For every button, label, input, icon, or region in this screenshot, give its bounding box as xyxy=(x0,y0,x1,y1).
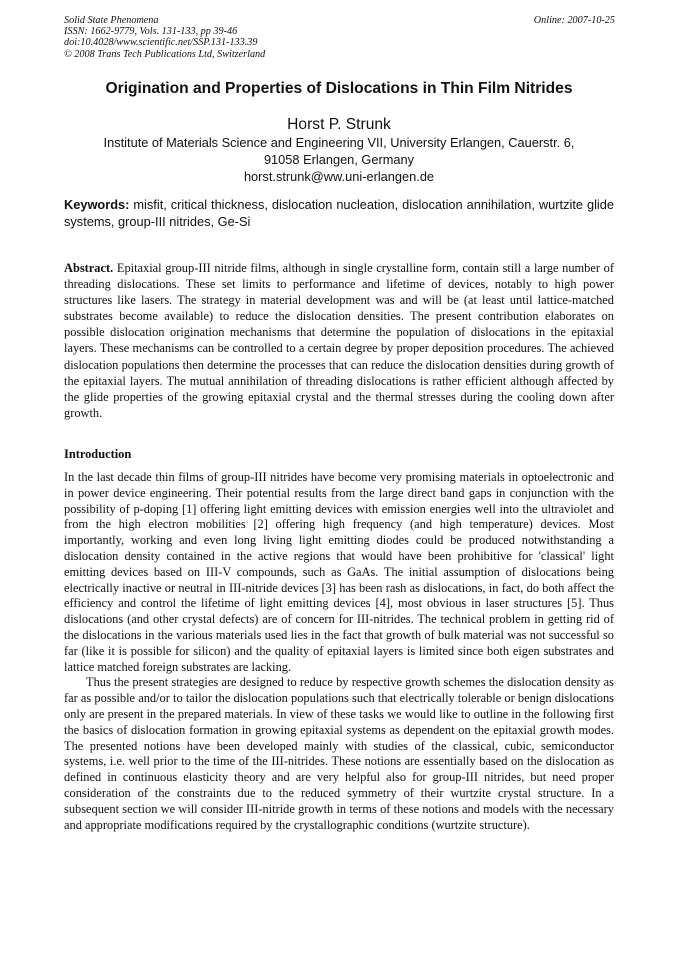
doi-line: doi:10.4028/www.scientific.net/SSP.131-133.39 xyxy=(64,37,258,49)
copyright-line: © 2008 Trans Tech Publications Ltd, Switzerland xyxy=(64,48,266,60)
author-email: horst.strunk@ww.uni-erlangen.de xyxy=(243,169,435,184)
paper-title: Origination and Properties of Dislocations in Thin Film Nitrides xyxy=(105,80,573,97)
online-date: Online: 2007-10-25 xyxy=(533,15,615,26)
keywords-label: Keywords: xyxy=(64,197,130,212)
journal-metadata xyxy=(64,15,265,60)
affiliation-line-2: 91058 Erlangen, Germany xyxy=(263,152,415,167)
abstract-block xyxy=(64,260,614,421)
introduction-body xyxy=(64,470,614,833)
abstract-text: Epitaxial group-III nitride films, although in single crystalline form, contain still a large number of threading dislocations. These set limits to performance and lifetime of devices, notably to high power structures like lasers. The strategy in material development was and will be (at least until lattice-matched substrates become available) to reduce the dislocation densities. The present contribution elaborates on possible dislocation origination mechanisms that determine the population of dislocations in the epitaxial layers. These mechanisms can be controlled to a certain degree by proper deposition procedures. The achieved dislocation populations then determine the processes that can reduce the dislocation densities during growth of the epitaxial layers. The mutual annihilation of threading dislocations is rather efficient although affected by the glide properties of the growing epitaxial crystal and the thermal stresses during the cooling down after growth. xyxy=(64,261,614,420)
intro-paragraph-1: In the last decade thin films of group-III nitrides have become very promising materials in optoelectronic and in power device engineering. Their potential results from the large direct band gaps in conjunction with the possibility of p-doping [1] offering light emitting devices with emission energies well into the ultraviolet and from the high electron mobilities [2] offering high frequency (and high temperature) devices. Most importantly, working and even long living light emitting diodes could be produced notwithstanding a dislocation density contained in the active regions that would have been prohibitive for 'classical' light emitting devices based on III-V compounds, such as GaAs. The initial assumption of dislocations being electrically inactive or neutral in III-nitride devices [3] has been rash as dislocations, in fact, do both affect the efficiency and control the lifetime of light emitting devices [4], most obvious in laser structures [5]. Thus dislocations (and other crystal defects) are of concern for III-nitrides. The technical problem in getting rid of the dislocations in the various materials used lies in the fact that growth of bulk material was not successful so far (like it is possible for silicon) and the quality of epitaxial layers is limited since both eigen substrates and lattice matched foreign substrates are lacking. xyxy=(64,470,614,674)
section-heading-introduction: Introduction xyxy=(64,447,132,461)
intro-paragraph-2: Thus the present strategies are designed to reduce by respective growth schemes the dislocation density as far as possible and/or to tailor the dislocation populations such that electrically tolerable or benign dislocations only are present in the prepared materials. In view of these tasks we would like to outline in the following first the basics of dislocation formation in growing epitaxial systems as dependent on the epitaxial growth modes. The presented notions have been developed mainly with studies of the classical, cubic, semiconductor systems, i.e. well prior to the time of the III-nitrides. These notions are essentially based on the dislocation as defined in continuous elasticity theory and are very helpful also for group-III nitrides, but need proper consideration of the constraints due to the reduced symmetry of their wurtzite crystal structure. In a subsequent section we will consider III-nitride growth in terms of these notions and models with the necessary and appropriate modifications required by the crystallographic conditions (wurtzite structure). xyxy=(64,675,614,832)
journal-name: Solid State Phenomena xyxy=(64,15,159,26)
issn-line: ISSN: 1662-9779, Vols. 131-133, pp 39-46 xyxy=(64,26,238,38)
author-affiliation xyxy=(84,134,594,185)
author-name: Horst P. Strunk xyxy=(287,116,391,133)
keywords-text: misfit, critical thickness, dislocation nucleation, dislocation annihilation, wurtzite glide systems, group-III nitrides, Ge-Si xyxy=(64,197,614,229)
keywords-block xyxy=(64,196,614,230)
affiliation-line-1: Institute of Materials Science and Engineering VII, University Erlangen, Cauerstr. 6, xyxy=(103,135,575,150)
abstract-label: Abstract. xyxy=(64,261,114,275)
